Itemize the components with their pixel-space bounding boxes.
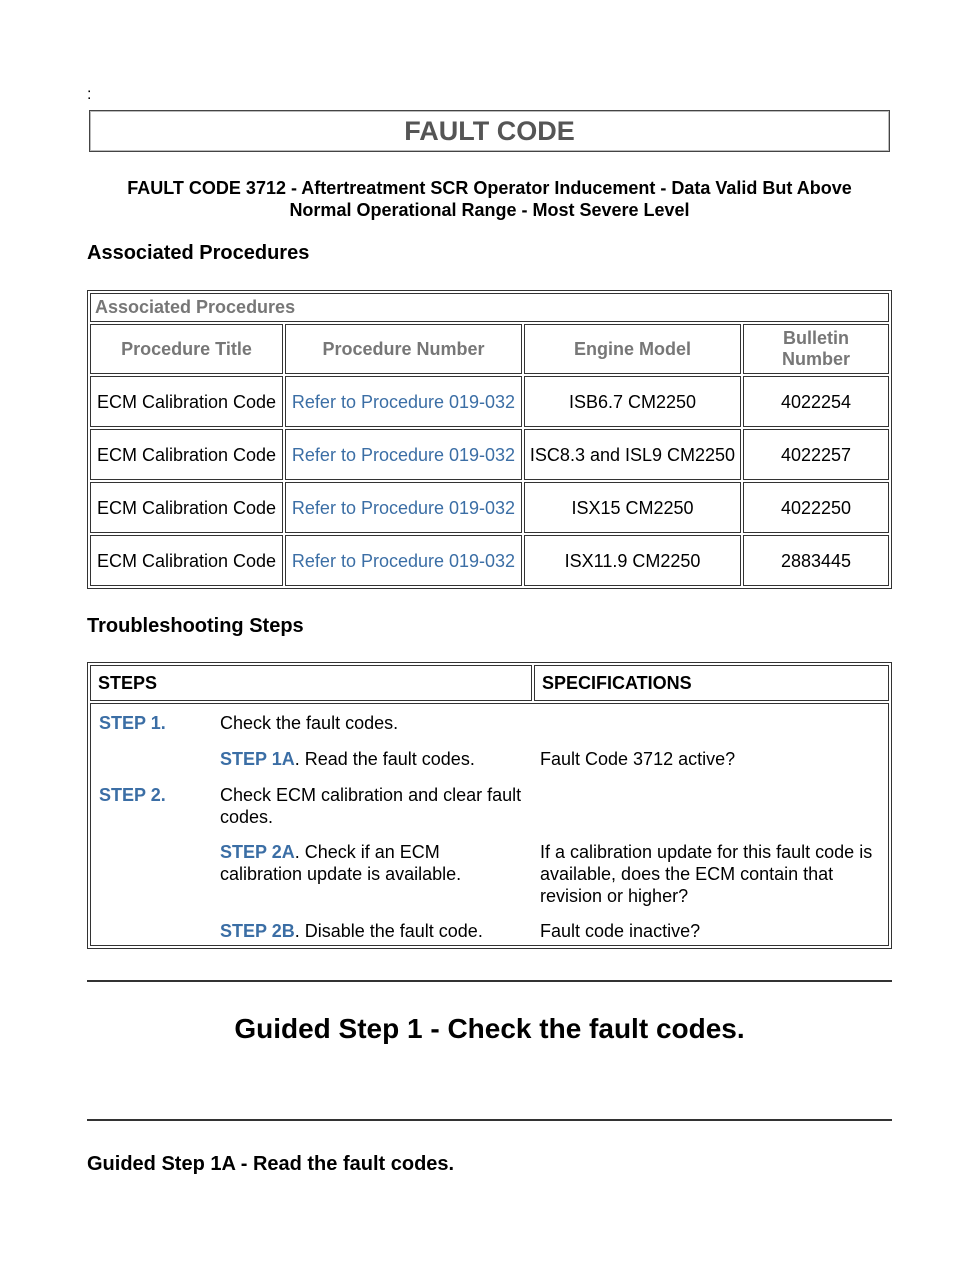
- bulletin-number-cell: 4022254: [743, 376, 889, 427]
- engine-model-cell: ISB6.7 CM2250: [524, 376, 741, 427]
- step-2a-text: . Check if an ECM calibration update is available.: [220, 842, 462, 884]
- engine-model-cell: ISX15 CM2250: [524, 482, 741, 533]
- table-row: [90, 535, 889, 586]
- steps-body: [90, 703, 889, 946]
- step-2-link[interactable]: STEP 2.: [99, 785, 166, 805]
- procedure-title-cell: ECM Calibration Code: [90, 376, 283, 427]
- bulletin-number-cell: 4022257: [743, 429, 889, 480]
- page-colon: :: [87, 86, 92, 103]
- bulletin-number-cell: 2883445: [743, 535, 889, 586]
- column-header-bulletin-number: Bulletin Number: [743, 324, 889, 374]
- divider: [87, 1119, 892, 1121]
- fault-code-title: [89, 177, 890, 221]
- column-header-engine-model: Engine Model: [524, 324, 741, 374]
- step-2a-link[interactable]: STEP 2A: [220, 842, 295, 862]
- associated-procedures-heading: Associated Procedures: [87, 242, 310, 264]
- troubleshooting-steps-heading: Troubleshooting Steps: [87, 615, 304, 637]
- step-2a-spec: If a calibration update for this fault code is available, does the ECM contain that revision or higher?: [540, 842, 873, 906]
- step-1a-spec: Fault Code 3712 active?: [540, 749, 736, 769]
- engine-model-cell: ISC8.3 and ISL9 CM2250: [524, 429, 741, 480]
- procedure-title-cell: ECM Calibration Code: [90, 429, 283, 480]
- divider: [87, 980, 892, 982]
- step-2a-row: [220, 841, 520, 885]
- step-2b-spec: Fault code inactive?: [540, 921, 701, 941]
- fault-code-header: FAULT CODE: [89, 110, 890, 152]
- fault-code-title-line1: FAULT CODE 3712 - Aftertreatment SCR Operator Inducement - Data Valid But Above: [127, 178, 852, 198]
- procedure-title-cell: ECM Calibration Code: [90, 535, 283, 586]
- troubleshooting-steps-table: [87, 662, 892, 949]
- procedure-link[interactable]: Refer to Procedure 019-032: [285, 482, 522, 533]
- guided-step-1a-heading: Guided Step 1A - Read the fault codes.: [87, 1153, 455, 1175]
- column-header-procedure-title: Procedure Title: [90, 324, 283, 374]
- engine-model-cell: ISX11.9 CM2250: [524, 535, 741, 586]
- step-2b-text: . Disable the fault code.: [294, 921, 483, 941]
- column-header-steps: STEPS: [90, 665, 532, 701]
- step-1a-link[interactable]: STEP 1A: [220, 749, 295, 769]
- column-header-procedure-number: Procedure Number: [285, 324, 522, 374]
- procedure-link[interactable]: Refer to Procedure 019-032: [285, 429, 522, 480]
- associated-procedures-table: [87, 290, 892, 589]
- step-2-text: Check ECM calibration and clear fault codes.: [220, 785, 522, 827]
- fault-code-title-line2: Normal Operational Range - Most Severe Level: [289, 200, 690, 220]
- procedure-title-cell: ECM Calibration Code: [90, 482, 283, 533]
- step-2b-link[interactable]: STEP 2B: [220, 921, 295, 941]
- procedure-link[interactable]: Refer to Procedure 019-032: [285, 535, 522, 586]
- step-1-link[interactable]: STEP 1.: [99, 713, 166, 733]
- table-row: [90, 376, 889, 427]
- column-header-specifications: SPECIFICATIONS: [534, 665, 889, 701]
- step-2b-row: [220, 920, 530, 942]
- step-1a-text: . Read the fault codes.: [294, 749, 475, 769]
- table-caption: Associated Procedures: [90, 293, 889, 322]
- table-row: [90, 429, 889, 480]
- guided-step-1-heading: Guided Step 1 - Check the fault codes.: [234, 1013, 745, 1044]
- bulletin-number-cell: 4022250: [743, 482, 889, 533]
- procedure-link[interactable]: Refer to Procedure 019-032: [285, 376, 522, 427]
- table-row: [90, 482, 889, 533]
- step-1-text: Check the fault codes.: [220, 713, 399, 733]
- step-1a-row: [220, 748, 530, 770]
